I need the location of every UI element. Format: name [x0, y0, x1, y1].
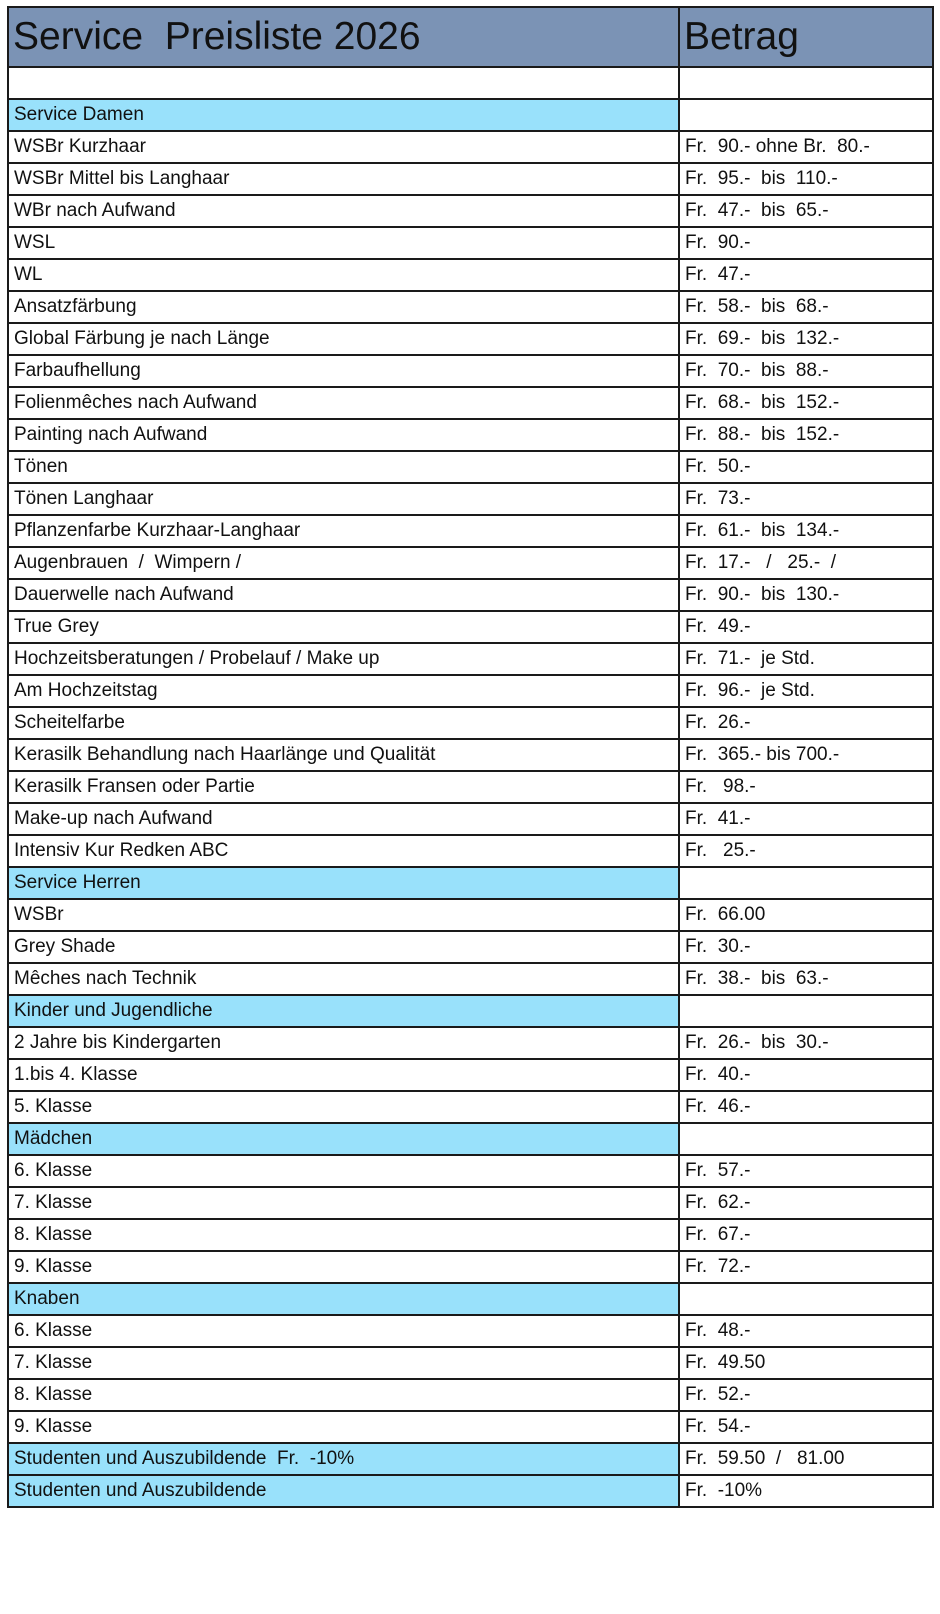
service-label: WL [8, 259, 679, 291]
price-cell: Fr. 73.- [679, 483, 933, 515]
price-cell: Fr. 90.- [679, 227, 933, 259]
table-row [8, 1091, 933, 1123]
service-label: Kerasilk Fransen oder Partie [8, 771, 679, 803]
service-label: WSBr Mittel bis Langhaar [8, 163, 679, 195]
table-row [8, 611, 933, 643]
table-row [8, 483, 933, 515]
amount-header-cell: Betrag [679, 7, 933, 67]
table-row [8, 259, 933, 291]
service-label: Service Herren [8, 867, 679, 899]
price-cell: Fr. 96.- je Std. [679, 675, 933, 707]
service-label: 1.bis 4. Klasse [8, 1059, 679, 1091]
service-label: WSL [8, 227, 679, 259]
table-row [8, 419, 933, 451]
service-label: Am Hochzeitstag [8, 675, 679, 707]
price-cell: Fr. 49.- [679, 611, 933, 643]
table-row [8, 963, 933, 995]
price-cell: Fr. 26.- bis 30.- [679, 1027, 933, 1059]
service-label: WSBr Kurzhaar [8, 131, 679, 163]
section-row [8, 1443, 933, 1475]
service-label: True Grey [8, 611, 679, 643]
service-label: 5. Klasse [8, 1091, 679, 1123]
service-label: 9. Klasse [8, 1411, 679, 1443]
service-label: 6. Klasse [8, 1155, 679, 1187]
price-cell: Fr. 17.- / 25.- / [679, 547, 933, 579]
table-row [8, 291, 933, 323]
service-label: Studenten und Auszubildende Fr. -10% [8, 1443, 679, 1475]
section-row [8, 1475, 933, 1507]
table-row [8, 1187, 933, 1219]
table-row [8, 227, 933, 259]
service-label [8, 67, 679, 99]
price-cell: Fr. 52.- [679, 1379, 933, 1411]
price-cell: Fr. 67.- [679, 1219, 933, 1251]
service-label: 7. Klasse [8, 1187, 679, 1219]
service-label: 8. Klasse [8, 1219, 679, 1251]
service-label: 8. Klasse [8, 1379, 679, 1411]
table-row [8, 355, 933, 387]
section-row [8, 867, 933, 899]
price-cell: Fr. 54.- [679, 1411, 933, 1443]
table-row [8, 547, 933, 579]
price-cell: Fr. 25.- [679, 835, 933, 867]
table-row [8, 1251, 933, 1283]
price-cell: Fr. 90.- bis 130.- [679, 579, 933, 611]
price-cell: Fr. 62.- [679, 1187, 933, 1219]
price-cell: Fr. 71.- je Std. [679, 643, 933, 675]
table-row [8, 163, 933, 195]
service-label: Dauerwelle nach Aufwand [8, 579, 679, 611]
price-cell: Fr. 48.- [679, 1315, 933, 1347]
service-label: Tönen Langhaar [8, 483, 679, 515]
section-row [8, 1123, 933, 1155]
price-cell [679, 67, 933, 99]
table-row [8, 579, 933, 611]
service-label: 2 Jahre bis Kindergarten [8, 1027, 679, 1059]
table-row [8, 387, 933, 419]
price-cell: Fr. 59.50 / 81.00 [679, 1443, 933, 1475]
price-cell: Fr. 40.- [679, 1059, 933, 1091]
service-label: Painting nach Aufwand [8, 419, 679, 451]
service-label: Farbaufhellung [8, 355, 679, 387]
price-cell: Fr. 95.- bis 110.- [679, 163, 933, 195]
price-cell: Fr. 38.- bis 63.- [679, 963, 933, 995]
service-label: Service Damen [8, 99, 679, 131]
price-cell: Fr. 46.- [679, 1091, 933, 1123]
table-row [8, 675, 933, 707]
table-row [8, 771, 933, 803]
price-cell: Fr. 57.- [679, 1155, 933, 1187]
price-cell: Fr. 47.- [679, 259, 933, 291]
price-cell: Fr. 41.- [679, 803, 933, 835]
table-row [8, 1059, 933, 1091]
service-label: 9. Klasse [8, 1251, 679, 1283]
price-cell [679, 1283, 933, 1315]
price-cell: Fr. 90.- ohne Br. 80.- [679, 131, 933, 163]
service-label: Hochzeitsberatungen / Probelauf / Make up [8, 643, 679, 675]
service-label: Augenbrauen / Wimpern / [8, 547, 679, 579]
price-cell: Fr. 72.- [679, 1251, 933, 1283]
service-label: Kerasilk Behandlung nach Haarlänge und Qualität [8, 739, 679, 771]
service-label: Tönen [8, 451, 679, 483]
price-cell: Fr. 58.- bis 68.- [679, 291, 933, 323]
table-row [8, 1219, 933, 1251]
table-row [8, 195, 933, 227]
table-row [8, 931, 933, 963]
price-cell [679, 1123, 933, 1155]
title-cell: Service Preisliste 2026 [8, 7, 679, 67]
price-cell: Fr. 66.00 [679, 899, 933, 931]
table-row [8, 899, 933, 931]
service-label: Intensiv Kur Redken ABC [8, 835, 679, 867]
table-row [8, 451, 933, 483]
price-cell: Fr. 69.- bis 132.- [679, 323, 933, 355]
price-cell [679, 867, 933, 899]
table-row [8, 1027, 933, 1059]
section-row [8, 1283, 933, 1315]
table-header [8, 7, 933, 67]
price-cell: Fr. 365.- bis 700.- [679, 739, 933, 771]
table-row [8, 515, 933, 547]
price-list-table [7, 6, 934, 1508]
table-row [8, 1411, 933, 1443]
table-row [8, 707, 933, 739]
table-row [8, 803, 933, 835]
price-cell: Fr. 88.- bis 152.- [679, 419, 933, 451]
empty-row [8, 67, 933, 99]
price-cell: Fr. 50.- [679, 451, 933, 483]
price-cell: Fr. 68.- bis 152.- [679, 387, 933, 419]
service-label: Mêches nach Technik [8, 963, 679, 995]
service-label: Grey Shade [8, 931, 679, 963]
service-label: Make-up nach Aufwand [8, 803, 679, 835]
table-row [8, 1347, 933, 1379]
table-row [8, 131, 933, 163]
service-label: Knaben [8, 1283, 679, 1315]
service-label: WSBr [8, 899, 679, 931]
table-row [8, 643, 933, 675]
table-row [8, 1155, 933, 1187]
service-label: Scheitelfarbe [8, 707, 679, 739]
price-cell: Fr. 47.- bis 65.- [679, 195, 933, 227]
price-cell: Fr. 61.- bis 134.- [679, 515, 933, 547]
section-row [8, 995, 933, 1027]
table-row [8, 1315, 933, 1347]
service-label: Studenten und Auszubildende [8, 1475, 679, 1507]
price-cell: Fr. -10% [679, 1475, 933, 1507]
table-row [8, 1379, 933, 1411]
price-cell: Fr. 70.- bis 88.- [679, 355, 933, 387]
service-label: Mädchen [8, 1123, 679, 1155]
section-row [8, 99, 933, 131]
service-label: Pflanzenfarbe Kurzhaar-Langhaar [8, 515, 679, 547]
price-cell: Fr. 98.- [679, 771, 933, 803]
price-cell [679, 99, 933, 131]
service-label: Ansatzfärbung [8, 291, 679, 323]
table-row [8, 323, 933, 355]
table-row [8, 739, 933, 771]
price-cell [679, 995, 933, 1027]
service-label: Kinder und Jugendliche [8, 995, 679, 1027]
price-cell: Fr. 26.- [679, 707, 933, 739]
service-label: Global Färbung je nach Länge [8, 323, 679, 355]
table-row [8, 835, 933, 867]
price-cell: Fr. 30.- [679, 931, 933, 963]
service-label: 6. Klasse [8, 1315, 679, 1347]
service-label: WBr nach Aufwand [8, 195, 679, 227]
service-label: 7. Klasse [8, 1347, 679, 1379]
service-label: Folienmêches nach Aufwand [8, 387, 679, 419]
price-cell: Fr. 49.50 [679, 1347, 933, 1379]
